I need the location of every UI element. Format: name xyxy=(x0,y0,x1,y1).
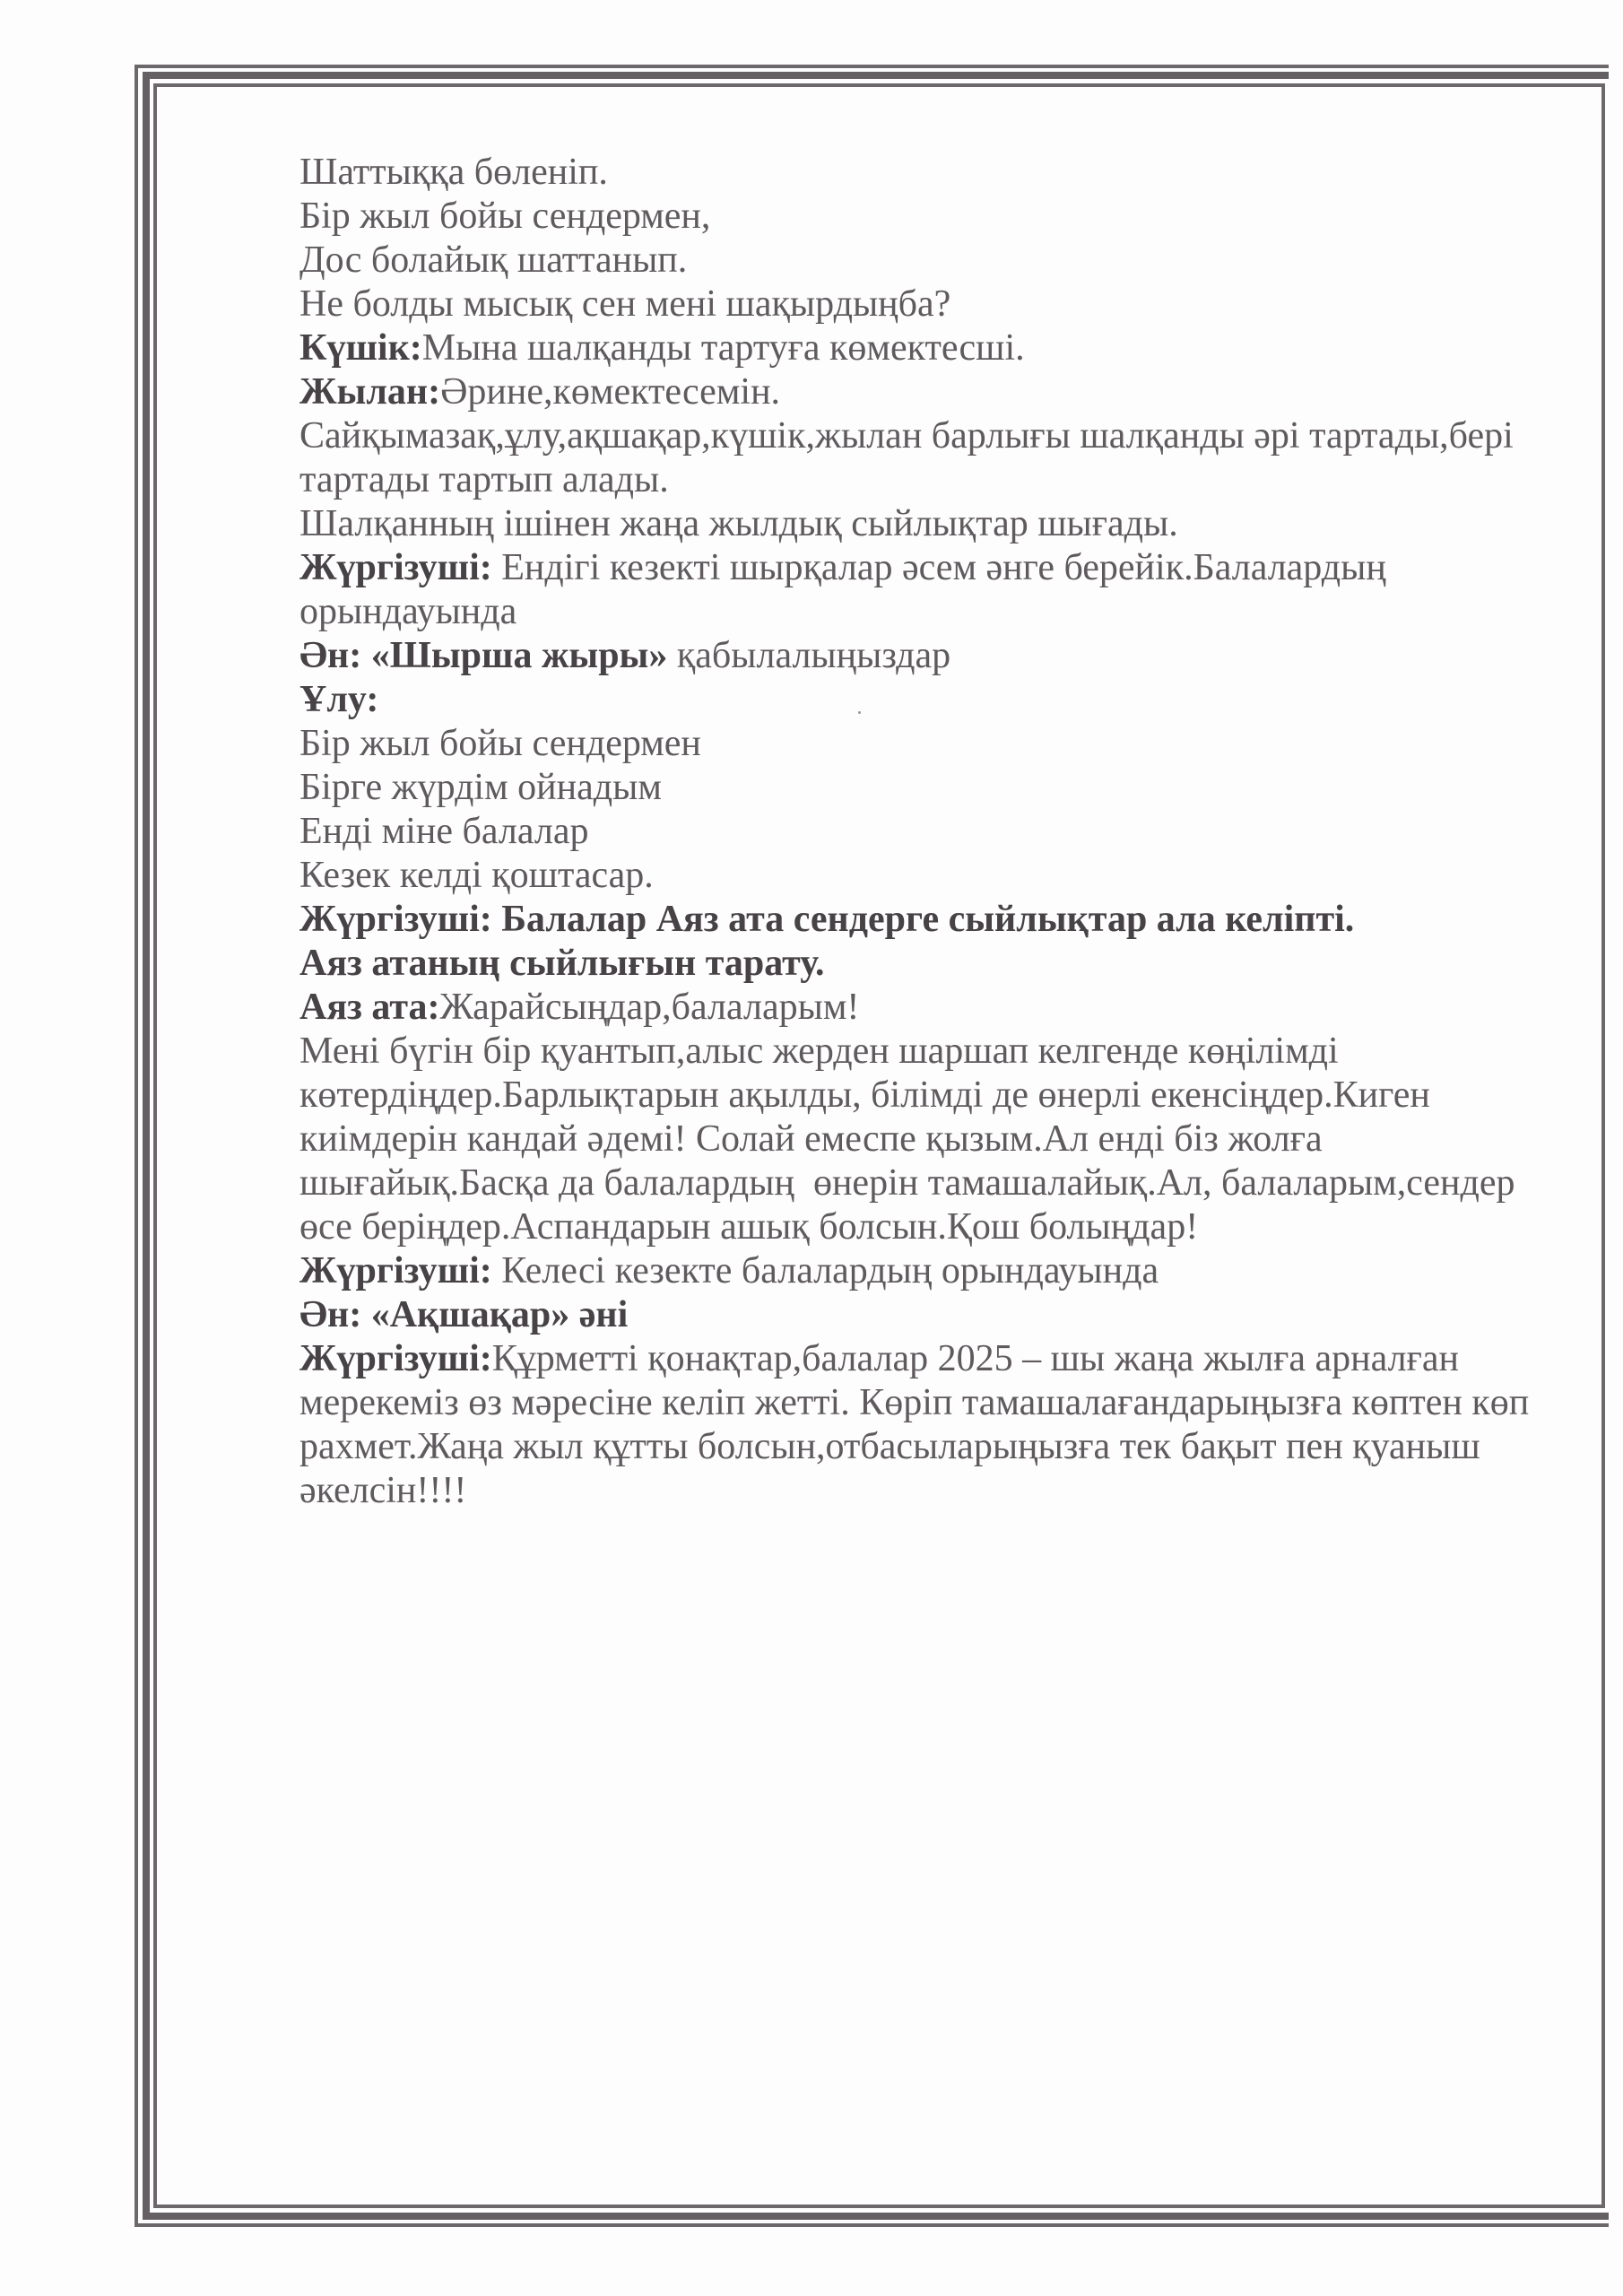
song-title: Ән: «Шырша жыры» xyxy=(299,635,668,676)
text-line xyxy=(299,1425,1591,1469)
text-line xyxy=(299,195,1591,239)
text-line xyxy=(299,942,1591,986)
text-line xyxy=(299,414,1591,458)
line-text: киімдерін кандай әдемі! Солай емеспе қызым.Ал енді біз жолға xyxy=(299,1118,1323,1160)
text-line xyxy=(299,590,1591,634)
line-text: Бір жыл бойы сендермен xyxy=(299,723,701,764)
text-line xyxy=(299,1161,1591,1205)
line-text: әкелсін!!!! xyxy=(299,1470,467,1511)
line-text: Мына шалқанды тартуға көмектесші. xyxy=(421,327,1025,369)
text-line xyxy=(299,326,1591,370)
line-text: өсе беріңдер.Аспандарын ашық болсын.Қош болыңдар! xyxy=(299,1206,1199,1248)
line-text: Бірге жүрдім ойнадым xyxy=(299,767,662,808)
bold-text: Аяз атаның сыйлығын тарату. xyxy=(299,943,825,984)
line-text: Жарайсыңдар,балаларым! xyxy=(439,987,860,1028)
text-line xyxy=(299,854,1591,898)
line-text: Не болды мысық сен мені шақырдыңба? xyxy=(299,283,951,325)
line-text: рахмет.Жаңа жыл құтты болсын,отбасыларыңызға тек бақыт пен қуаныш xyxy=(299,1426,1480,1467)
line-text: Құрметті қонақтар,балалар 2025 – шы жаңа жылға арналған xyxy=(491,1338,1459,1379)
text-line xyxy=(299,502,1591,546)
text-line xyxy=(299,1118,1591,1161)
text-line xyxy=(299,1381,1591,1425)
text-line xyxy=(299,370,1591,414)
line-text: Шаттыққа бөленіп. xyxy=(299,152,608,193)
bold-text: Жүргізуші: Балалар Аяз ата сендерге сыйлықтар ала келіпті. xyxy=(299,899,1355,940)
text-line xyxy=(299,151,1591,195)
speaker-label: Аяз ата: xyxy=(299,987,440,1028)
song-title: Ән: «Ақшақар» әні xyxy=(299,1294,629,1335)
document-text xyxy=(299,151,1591,1513)
line-text: көтердіңдер.Барлықтарын ақылды, білімді де өнерлі екенсіңдер.Киген xyxy=(299,1074,1430,1116)
text-line xyxy=(299,458,1591,502)
line-text: қабылалыңыздар xyxy=(667,635,951,676)
text-line xyxy=(299,546,1591,590)
line-text: Шалқанның ішінен жаңа жылдық сыйлықтар шығады. xyxy=(299,503,1178,544)
text-line xyxy=(299,1030,1591,1074)
line-text: Ендігі кезекті шырқалар әсем әнге берейік.Балалардың xyxy=(491,547,1386,588)
line-text: Әрине,көмектесемін. xyxy=(440,371,781,413)
line-text: орындауында xyxy=(299,591,517,632)
speaker-label: Күшік: xyxy=(299,327,422,369)
text-line xyxy=(299,678,1591,722)
text-line xyxy=(299,722,1591,766)
line-text: Мені бүгін бір қуантып,алыс жерден шаршап келгенде көңілімді xyxy=(299,1031,1339,1072)
text-line xyxy=(299,1469,1591,1513)
text-line xyxy=(299,1249,1591,1293)
speaker-label: Жүргізуші: xyxy=(299,1338,492,1379)
line-text: тартады тартып алады. xyxy=(299,459,669,500)
text-line xyxy=(299,898,1591,942)
text-line xyxy=(299,810,1591,854)
text-line xyxy=(299,283,1591,326)
line-text: Бір жыл бойы сендермен, xyxy=(299,196,711,237)
text-line xyxy=(299,239,1591,283)
text-line xyxy=(299,634,1591,678)
text-line xyxy=(299,1293,1591,1337)
text-line xyxy=(299,1205,1591,1249)
speaker-label: Жүргізуші: xyxy=(299,547,492,588)
speaker-label: Жылан: xyxy=(299,371,441,413)
text-line xyxy=(299,986,1591,1030)
text-line xyxy=(299,1074,1591,1118)
line-text: Кезек келді қоштасар. xyxy=(299,855,654,896)
text-line xyxy=(299,1337,1591,1381)
line-text: Дос болайық шаттанып. xyxy=(299,239,688,281)
speaker-label: Жүргізуші: xyxy=(299,1250,492,1292)
line-text: Келесі кезекте балалардың орындауында xyxy=(491,1250,1159,1292)
line-text: Енді міне балалар xyxy=(299,811,589,852)
speaker-label: Ұлу: xyxy=(299,679,379,720)
line-text: шығайық.Басқа да балалардың өнерін тамашалайық.Ал, балаларым,сендер xyxy=(299,1162,1515,1204)
line-text: Сайқымазақ,ұлу,ақшақар,күшік,жылан барлығы шалқанды әрі тартады,бері xyxy=(299,415,1514,457)
line-text: мерекеміз өз мәресіне келіп жетті. Көріп тамашалағандарыңызға көптен көп xyxy=(299,1382,1530,1423)
text-line xyxy=(299,766,1591,810)
